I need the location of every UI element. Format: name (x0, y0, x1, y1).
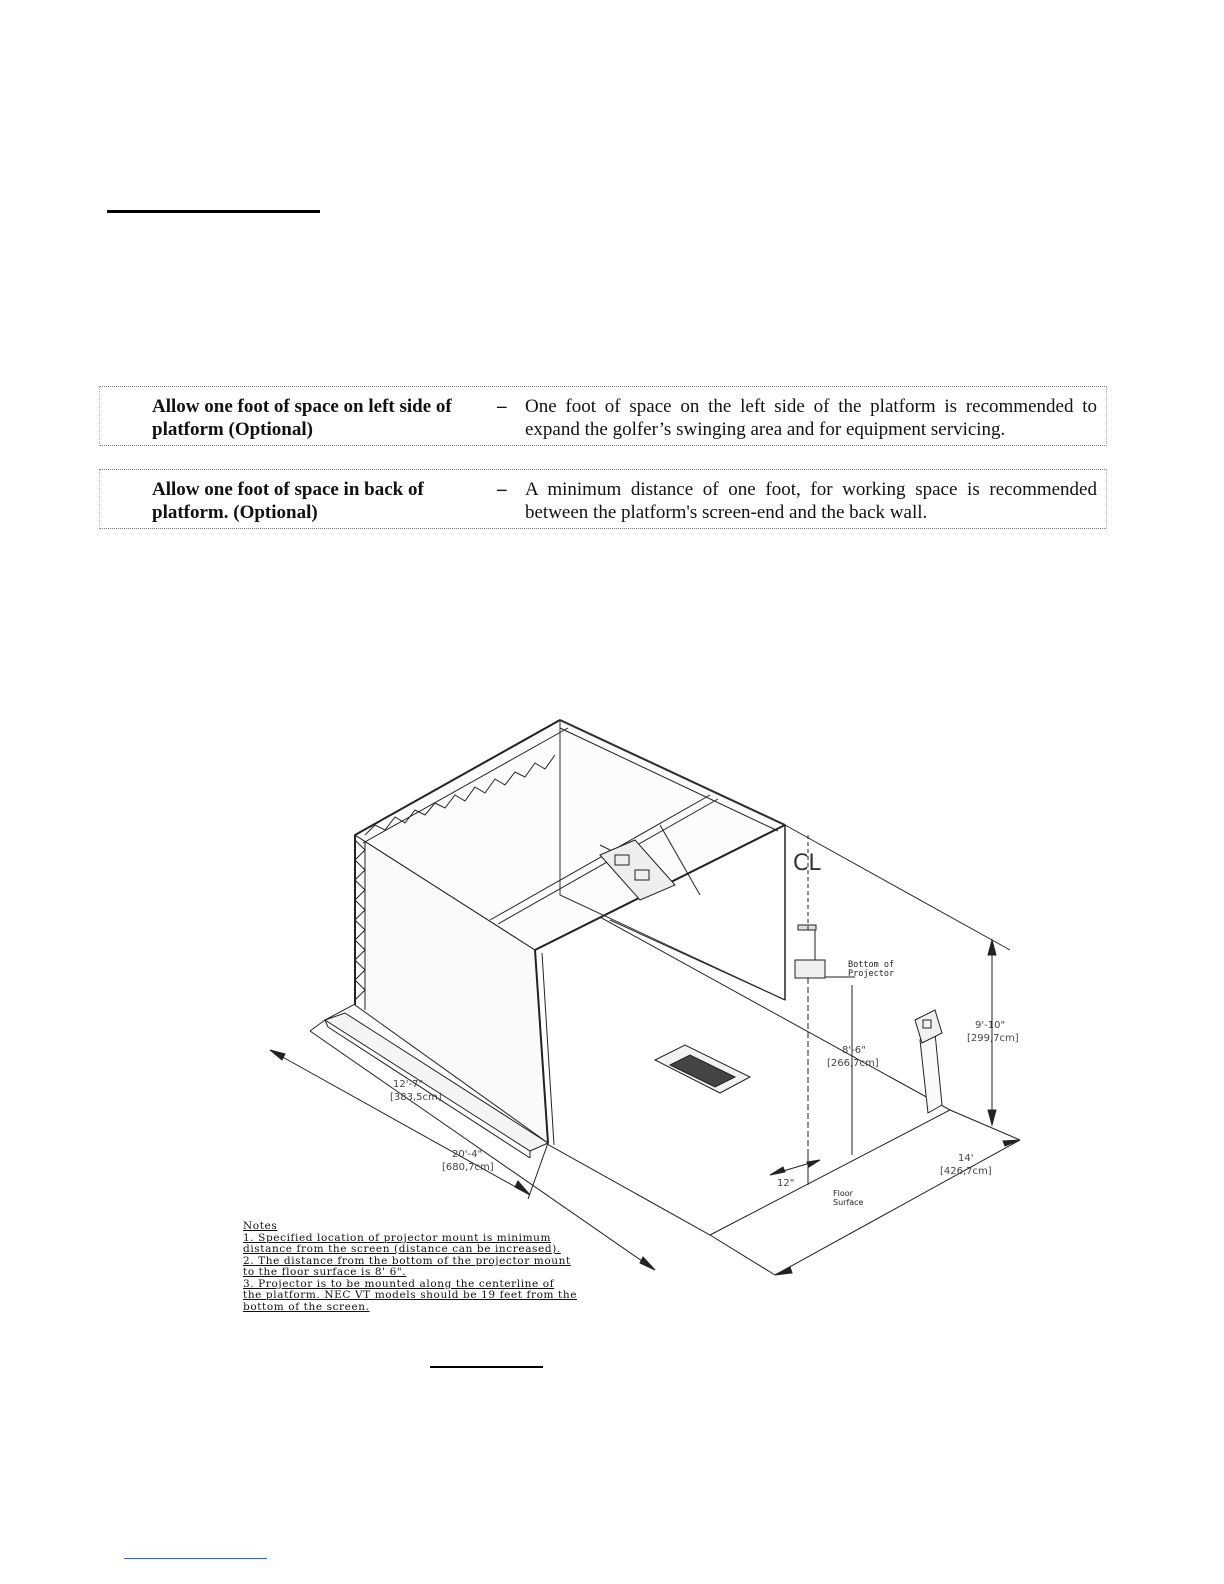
requirement-label: Allow one foot of space on left side of platform (Optional) (152, 396, 452, 440)
notes-line: bottom of the screen. (243, 1300, 370, 1313)
requirement-row-left-side (99, 386, 1107, 446)
dim-length-metric: [680,7cm] (442, 1162, 494, 1173)
dim-projector-height-metric: [266,7cm] (827, 1058, 879, 1069)
notes-line: 1. Specified location of projector mount is minimum (243, 1231, 552, 1244)
requirement-description: A minimum distance of one foot, for working space is recommended between the platform's screen-end and the back wall. (525, 479, 1097, 523)
requirement-dash: – (497, 396, 507, 417)
centerline-label: CL (793, 851, 821, 876)
projector-body (795, 960, 825, 978)
requirement-description: One foot of space on the left side of the platform is recommended to expand the golfer’s swinging area and for equipment servicing. (525, 396, 1097, 440)
requirement-label: Allow one foot of space in back of platform. (Optional) (152, 479, 424, 523)
dim-depth-label: 14' (958, 1153, 974, 1164)
dim-width-label: 12'-7" (393, 1079, 424, 1090)
bottom-of-projector-label-1: Bottom of (848, 960, 895, 970)
drawing-notes (243, 1221, 588, 1313)
notes-line: distance from the screen (distance can be increased). (243, 1243, 561, 1255)
dim-height-metric: [299,7cm] (967, 1033, 1019, 1044)
dim-length-label: 20'-4" (452, 1149, 483, 1160)
notes-heading: Notes (243, 1220, 278, 1232)
notes-line: 2. The distance from the bottom of the projector mount (243, 1254, 571, 1267)
dim-projector-height-label: 8'-6" (842, 1045, 866, 1056)
floor-surface-label-2: Surface (833, 1198, 864, 1207)
dim-height-label: 9'-10" (975, 1020, 1006, 1031)
dim-depth-metric: [426,7cm] (940, 1166, 992, 1177)
section-heading-underline (107, 210, 320, 213)
notes-line: 3. Projector is to be mounted along the centerline of (243, 1277, 555, 1290)
floor-surface-label-1: Floor (833, 1189, 853, 1198)
notes-line: to the floor surface is 8' 6". (243, 1266, 407, 1278)
requirement-dash: – (497, 479, 507, 500)
caption-underline (430, 1366, 543, 1368)
requirement-row-back (99, 469, 1107, 529)
dim-offset-label: 12" (777, 1178, 795, 1189)
notes-line: the platform. NEC VT models should be 19 feet from the (243, 1289, 578, 1301)
kiosk-stand (920, 1033, 942, 1113)
footnote-separator (124, 1558, 267, 1559)
dim-width-metric: [383,5cm] (390, 1092, 442, 1103)
bottom-of-projector-label-2: Projector (848, 969, 895, 979)
